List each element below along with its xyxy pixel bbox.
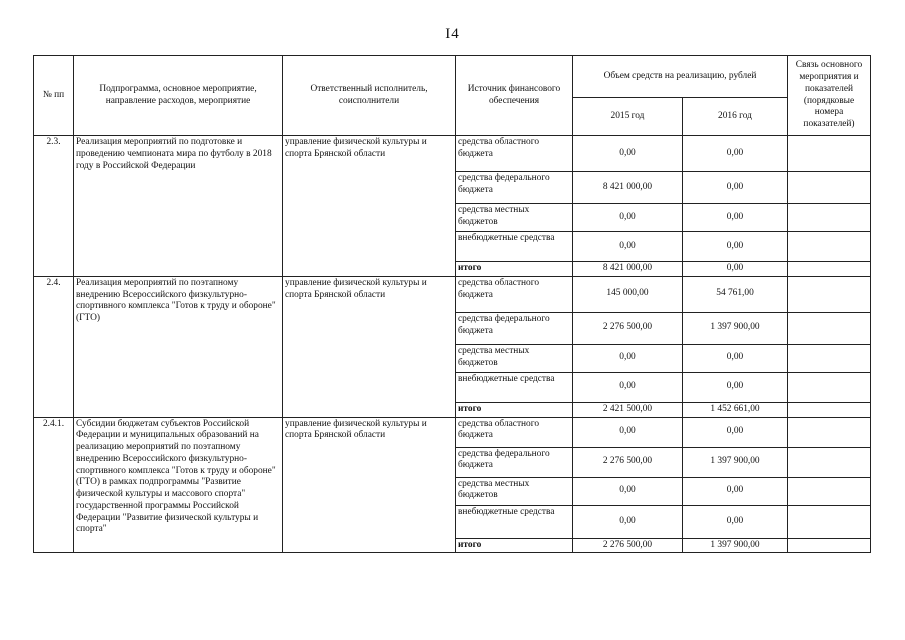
funding-source: средства областного бюджета (456, 276, 573, 312)
amount-2015: 8 421 000,00 (573, 262, 683, 277)
funding-source: средства областного бюджета (456, 136, 573, 172)
amount-2015: 2 421 500,00 (573, 402, 683, 417)
funding-source: внебюджетные средства (456, 505, 573, 538)
indicator-link-cell (788, 417, 871, 447)
amount-2016: 0,00 (683, 262, 788, 277)
item-name: Реализация мероприятий по подготовке и проведению чемпионата мира по футболу в 2018 году в Российской Федерации (74, 136, 283, 277)
header-year-2016: 2016 год (683, 98, 788, 136)
funding-source: средства местных бюджетов (456, 344, 573, 372)
item-number: 2.4.1. (34, 417, 74, 553)
amount-2016: 54 761,00 (683, 276, 788, 312)
header-executor: Ответственный исполнитель, соисполнители (283, 56, 456, 136)
item-executor: управление физической культуры и спорта Брянской области (283, 276, 456, 417)
indicator-link-cell (788, 204, 871, 232)
item-name: Реализация мероприятий по поэтапному внедрению Всероссийского физкультурно-спортивного комплекса "Готов к труду и обороне" (ГТО) (74, 276, 283, 417)
funding-source: итого (456, 262, 573, 277)
amount-2015: 0,00 (573, 232, 683, 262)
header-year-2015: 2015 год (573, 98, 683, 136)
page-number: I4 (445, 26, 460, 42)
indicator-link-cell (788, 262, 871, 277)
item-number: 2.4. (34, 276, 74, 417)
amount-2016: 0,00 (683, 417, 788, 447)
funding-source: средства местных бюджетов (456, 204, 573, 232)
header-source: Источник финансового обеспечения (456, 56, 573, 136)
amount-2016: 0,00 (683, 477, 788, 505)
funding-source: итого (456, 538, 573, 553)
header-subprogram: Подпрограмма, основное мероприятие, направление расходов, мероприятие (74, 56, 283, 136)
amount-2016: 0,00 (683, 172, 788, 204)
item-executor: управление физической культуры и спорта Брянской области (283, 136, 456, 277)
indicator-link-cell (788, 447, 871, 477)
indicator-link-cell (788, 402, 871, 417)
amount-2015: 2 276 500,00 (573, 538, 683, 553)
amount-2015: 2 276 500,00 (573, 312, 683, 344)
amount-2015: 0,00 (573, 477, 683, 505)
amount-2015: 0,00 (573, 344, 683, 372)
header-num: № пп (34, 56, 74, 136)
funding-source: средства федерального бюджета (456, 312, 573, 344)
amount-2015: 8 421 000,00 (573, 172, 683, 204)
table-body (34, 136, 871, 553)
amount-2015: 0,00 (573, 136, 683, 172)
table-row (34, 417, 871, 447)
funding-source: средства местных бюджетов (456, 477, 573, 505)
indicator-link-cell (788, 312, 871, 344)
amount-2016: 0,00 (683, 136, 788, 172)
funding-source: средства федерального бюджета (456, 172, 573, 204)
amount-2015: 0,00 (573, 372, 683, 402)
item-name: Субсидии бюджетам субъектов Российской Федерации и муниципальных образований на реализацию мероприятий по поэтапному внедрению Всероссийского физкультурно-спортивного комплекса "Готов к труду и обороне" (ГТО) в рамках подпрограммы "Развитие физической культуры и массового спорта" государственной программы Российской Федерации "Развитие физической культуры и спорта" (74, 417, 283, 553)
header-link: Связь основного мероприятия и показателей (порядковые номера показателей) (788, 56, 871, 136)
funding-source: средства федерального бюджета (456, 447, 573, 477)
indicator-link-cell (788, 538, 871, 553)
amount-2016: 0,00 (683, 204, 788, 232)
funding-source: итого (456, 402, 573, 417)
amount-2016: 1 397 900,00 (683, 312, 788, 344)
amount-2016: 1 397 900,00 (683, 447, 788, 477)
budget-table (33, 55, 871, 553)
item-number: 2.3. (34, 136, 74, 277)
indicator-link-cell (788, 136, 871, 172)
amount-2016: 0,00 (683, 505, 788, 538)
amount-2015: 0,00 (573, 417, 683, 447)
amount-2016: 0,00 (683, 232, 788, 262)
funding-source: внебюджетные средства (456, 232, 573, 262)
indicator-link-cell (788, 477, 871, 505)
funding-source: внебюджетные средства (456, 372, 573, 402)
funding-source: средства областного бюджета (456, 417, 573, 447)
amount-2015: 2 276 500,00 (573, 447, 683, 477)
amount-2016: 0,00 (683, 372, 788, 402)
amount-2015: 0,00 (573, 204, 683, 232)
indicator-link-cell (788, 232, 871, 262)
amount-2016: 0,00 (683, 344, 788, 372)
indicator-link-cell (788, 344, 871, 372)
indicator-link-cell (788, 505, 871, 538)
amount-2016: 1 397 900,00 (683, 538, 788, 553)
table-row (34, 136, 871, 172)
indicator-link-cell (788, 372, 871, 402)
indicator-link-cell (788, 172, 871, 204)
indicator-link-cell (788, 276, 871, 312)
amount-2015: 145 000,00 (573, 276, 683, 312)
header-volume: Объем средств на реализацию, рублей (573, 56, 788, 98)
table-row (34, 276, 871, 312)
item-executor: управление физической культуры и спорта Брянской области (283, 417, 456, 553)
amount-2015: 0,00 (573, 505, 683, 538)
amount-2016: 1 452 661,00 (683, 402, 788, 417)
